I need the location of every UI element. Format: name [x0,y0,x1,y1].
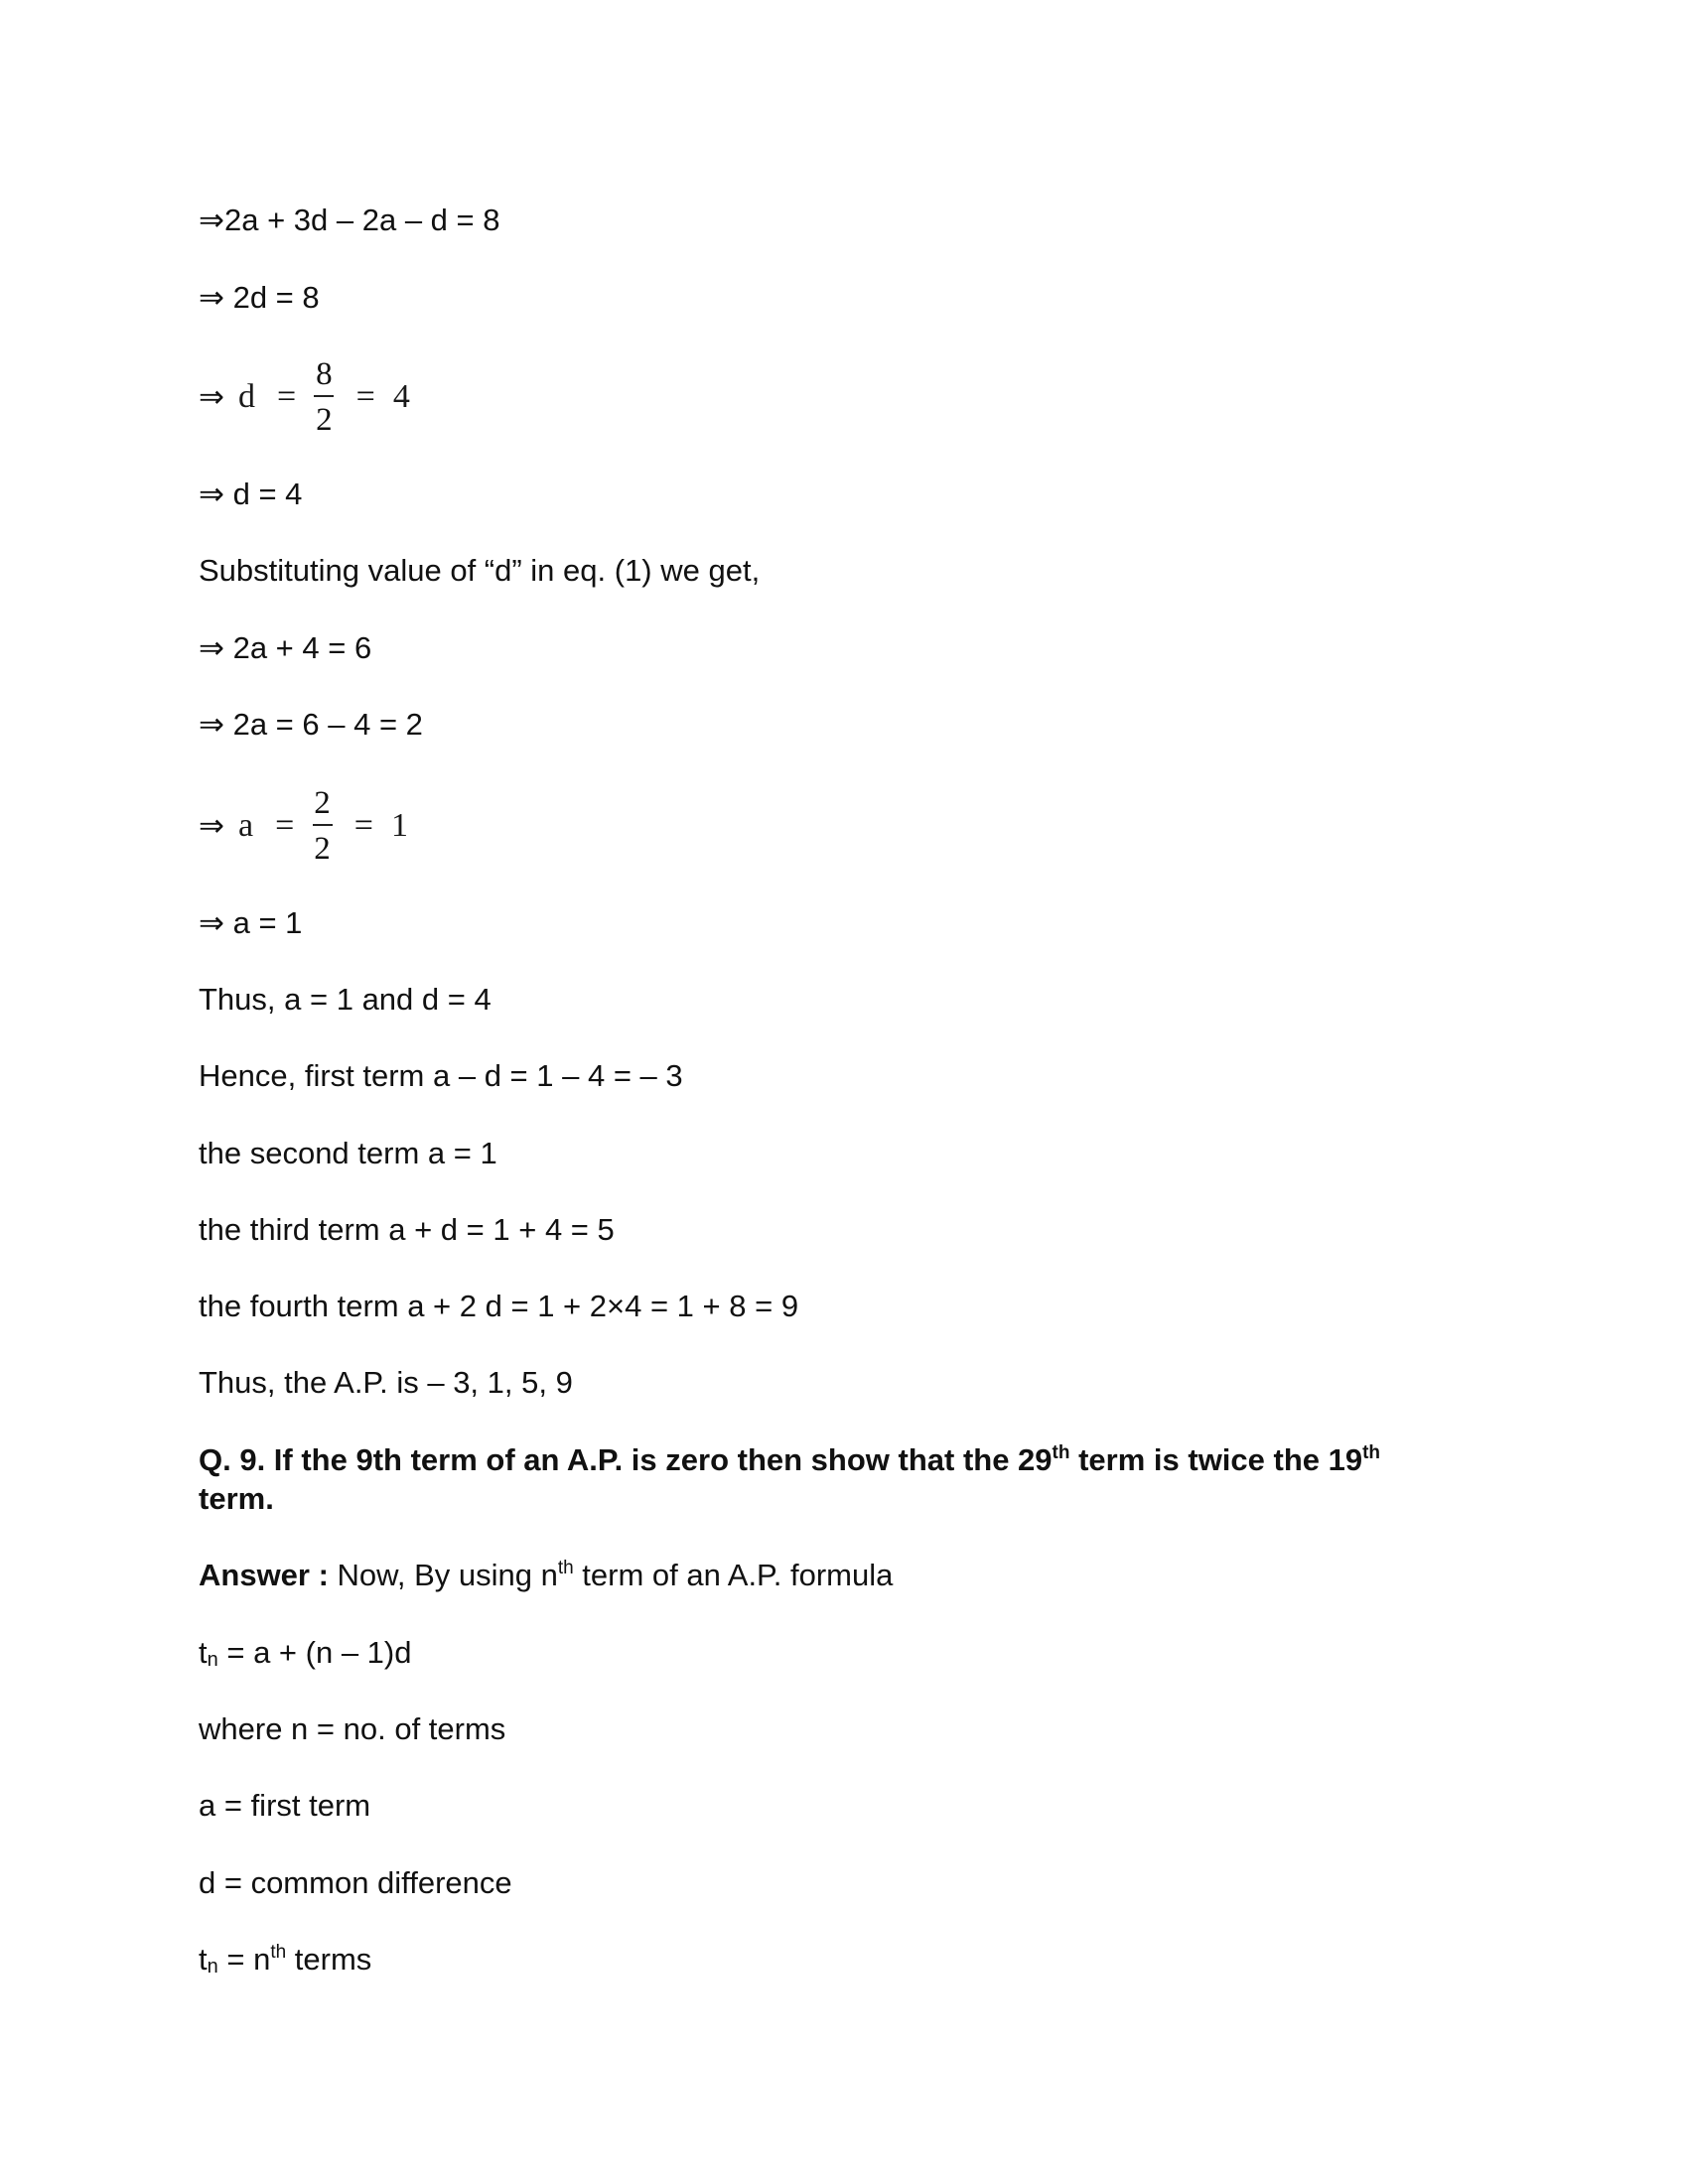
question-text: Q. 9. If the 9th term of an A.P. is zero then show that the 29 [199,1442,1053,1477]
denominator: 2 [314,831,331,867]
fraction-bar [313,824,333,826]
text-line: the second term a = 1 [199,1136,497,1170]
definition-line [199,1942,371,1978]
equals-sign: = [353,807,373,844]
question-text: term. [199,1481,274,1516]
numerator: 2 [314,785,331,821]
equals-sign: = [355,378,375,415]
fraction-bar [314,395,334,397]
question-heading [199,1440,1430,1518]
equation-line: ⇒ 2a = 6 – 4 = 2 [199,707,423,742]
subscript: n [207,1649,218,1671]
text-line: Thus, the A.P. is – 3, 1, 5, 9 [199,1365,573,1400]
implies-symbol: ⇒ [199,808,224,843]
result: 1 [390,807,408,844]
superscript: th [270,1942,287,1963]
definition-line: a = first term [199,1788,371,1823]
equals-sign: = [276,378,297,415]
text-line: Thus, a = 1 and d = 4 [199,982,492,1017]
text-line: Hence, first term a – d = 1 – 4 = – 3 [199,1058,683,1093]
equation-line: ⇒ d = 4 [199,477,303,511]
definition-line: where n = no. of terms [199,1711,506,1746]
fraction [312,784,333,868]
variable: d [237,378,255,415]
formula-term: t [199,1635,208,1670]
answer-line [199,1558,893,1593]
formula-term: t [199,1942,208,1977]
equation-line: ⇒ 2a + 4 = 6 [199,630,372,665]
equals-sign: = [275,807,295,844]
formula-line [199,1635,411,1671]
text-line: Substituting value of “d” in eq. (1) we get, [199,553,761,588]
equation-line: ⇒2a + 3d – 2a – d = 8 [199,203,500,237]
implies-symbol: ⇒ [199,379,224,414]
superscript: th [1052,1442,1070,1463]
answer-label: Answer : [199,1558,329,1592]
result: 4 [392,378,410,415]
answer-text: term of an A.P. formula [573,1558,894,1592]
fraction-equation-d [199,352,410,442]
superscript: th [557,1558,574,1578]
variable: a [237,807,254,844]
superscript: th [1362,1442,1381,1463]
text-line: the fourth term a + 2 d = 1 + 2×4 = 1 + 8 = 9 [199,1289,799,1323]
denominator: 2 [316,402,333,438]
subscript: n [207,1956,218,1978]
definition-line: d = common difference [199,1865,512,1900]
question-text: term is twice the 19 [1069,1442,1363,1477]
numerator: 8 [316,356,333,392]
fraction-equation-a [199,781,408,871]
answer-text: Now, By using n [328,1558,558,1592]
equation-line: ⇒ 2d = 8 [199,280,320,315]
fraction [314,355,335,439]
definition-text: = n [217,1942,271,1977]
definition-text: terms [286,1942,372,1977]
formula-text: = a + (n – 1)d [217,1635,412,1670]
equation-line: ⇒ a = 1 [199,905,303,940]
text-line: the third term a + d = 1 + 4 = 5 [199,1212,615,1247]
